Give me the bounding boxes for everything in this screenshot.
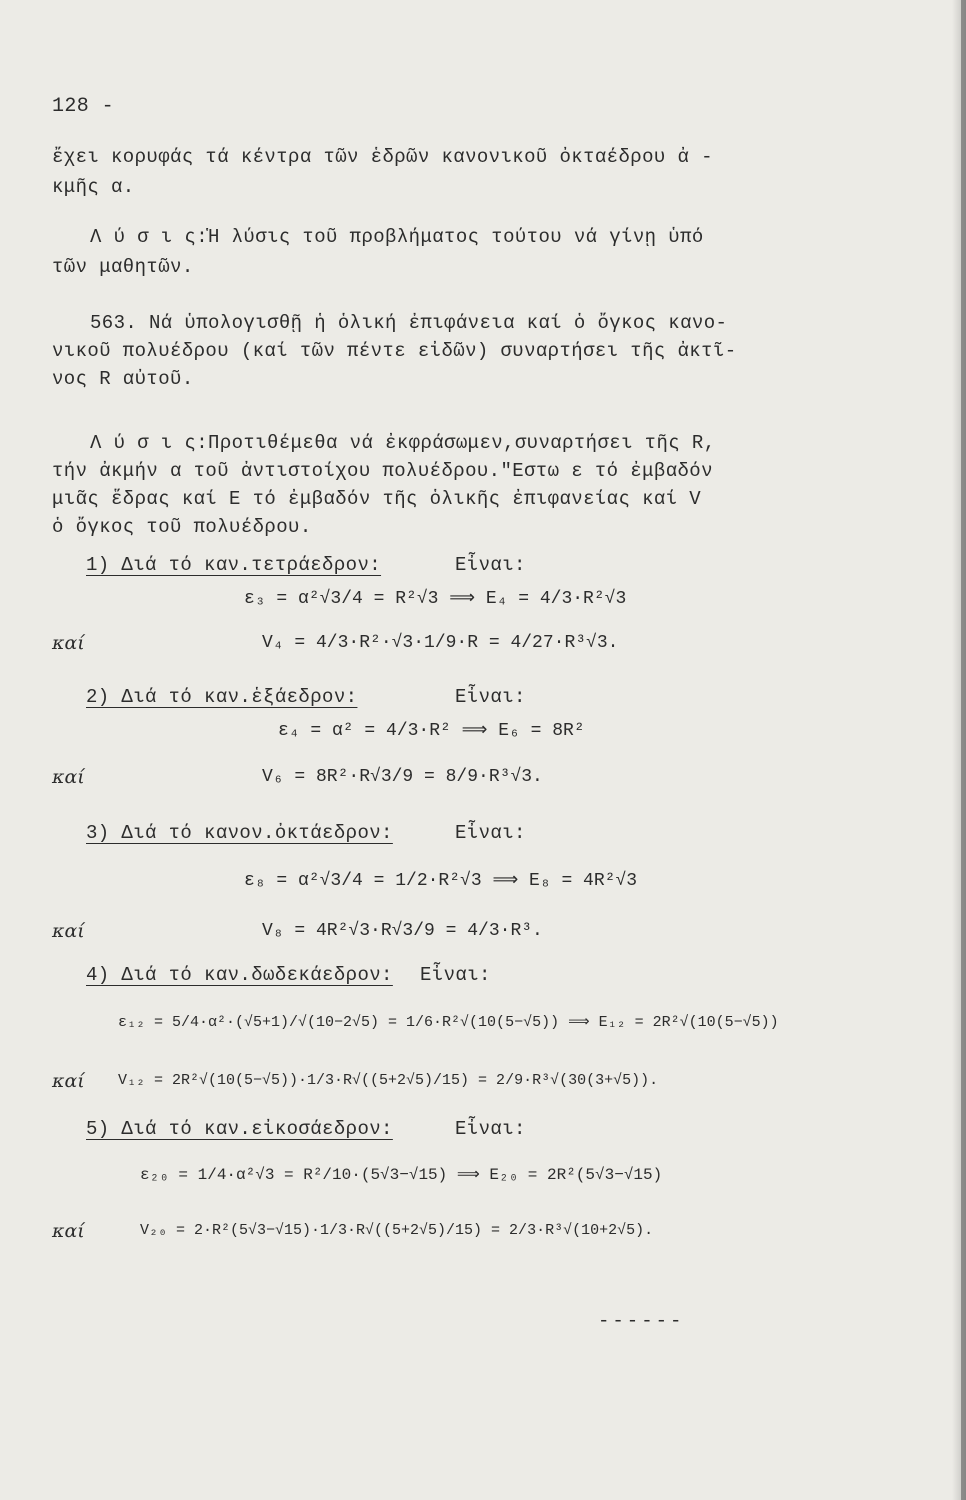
text-line: κμῆς α. <box>52 176 135 198</box>
section-einai: Εἶναι: <box>455 822 526 844</box>
section-heading: 4) Διά τό καν.δωδεκάεδρον: <box>86 964 393 986</box>
text-line: τῶν μαθητῶν. <box>52 256 194 278</box>
kai-label: καί <box>52 1070 85 1092</box>
section-einai: Εἶναι: <box>455 554 526 576</box>
section-heading: 1) Διά τό καν.τετράεδρον: <box>86 554 382 576</box>
section-einai: Εἶναι: <box>455 686 526 708</box>
text-line: μιᾶς ἕδρας καί Ε τό ἐμβαδόν τῆς ὁλικῆς ἐπιφανείας καί V <box>52 488 702 510</box>
text-line: νος R αὐτοῦ. <box>52 368 194 390</box>
text-line: Λ ύ σ ι ς:Ἡ λύσις τοῦ προβλήματος τούτου νά γίνῃ ὑπό <box>90 226 704 248</box>
kai-label: καί <box>52 1220 85 1242</box>
volume-formula: V₆ = 8R²·R√3/9 = 8/9·R³√3. <box>262 767 543 787</box>
face-area-formula: ε₄ = α² = 4/3·R² ⟹ E₆ = 8R² <box>278 721 585 741</box>
text-line: ἔχει κορυφάς τά κέντρα τῶν ἑδρῶν κανονικοῦ ὀκταέδρου ἀ - <box>52 146 713 168</box>
text-line: 563. Νά ὑπολογισθῇ ἡ ὁλική ἐπιφάνεια καί ὁ ὄγκος κανο- <box>90 312 728 334</box>
section-einai: Εἶναι: <box>420 964 491 986</box>
text-line: τήν ἀκμήν α τοῦ ἀντιστοίχου πολυέδρου."Εστω ε τό ἐμβαδόν <box>52 460 713 482</box>
volume-formula: V₄ = 4/3·R²·√3·1/9·R = 4/27·R³√3. <box>262 633 619 653</box>
text-line: ὁ ὄγκος τοῦ πολυέδρου. <box>52 516 312 538</box>
volume-formula: V₂₀ = 2·R²(5√3−√15)·1/3·R√((5+2√5)/15) = 2/3·R³√(10+2√5). <box>140 1222 654 1239</box>
page-edge-bar <box>961 0 966 1500</box>
kai-label: καί <box>52 920 85 942</box>
face-area-formula: ε₂₀ = 1/4·α²√3 = R²/10·(5√3−√15) ⟹ E₂₀ = 2R²(5√3−√15) <box>140 1166 663 1184</box>
volume-formula: V₁₂ = 2R²√(10(5−√5))·1/3·R√((5+2√5)/15) = 2/9·R³√(30(3+√5)). <box>118 1072 659 1089</box>
face-area-formula: ε₃ = α²√3/4 = R²√3 ⟹ E₄ = 4/3·R²√3 <box>244 589 627 609</box>
page-number: 128 - <box>52 95 115 118</box>
section-einai: Εἶναι: <box>455 1118 526 1140</box>
kai-label: καί <box>52 766 85 788</box>
text-line: νικοῦ πολυέδρου (καί τῶν πέντε εἰδῶν) συναρτήσει τῆς ἀκτῖ- <box>52 340 737 362</box>
section-heading: 3) Διά τό κανον.ὀκτάεδρον: <box>86 822 393 844</box>
volume-formula: V₈ = 4R²√3·R√3/9 = 4/3·R³. <box>262 921 543 941</box>
section-heading: 5) Διά τό καν.εἰκοσάεδρον: <box>86 1118 393 1140</box>
face-area-formula: ε₁₂ = 5/4·α²·(√5+1)/√(10−2√5) = 1/6·R²√(10(5−√5)) ⟹ E₁₂ = 2R²√(10(5−√5)) <box>118 1014 779 1031</box>
kai-label: καί <box>52 632 85 654</box>
text-line: Λ ύ σ ι ς:Προτιθέμεθα νά ἐκφράσωμεν,συναρτήσει τῆς R, <box>90 432 716 454</box>
end-mark: ------ <box>598 1310 685 1332</box>
face-area-formula: ε₈ = α²√3/4 = 1/2·R²√3 ⟹ E₈ = 4R²√3 <box>244 871 638 891</box>
section-heading: 2) Διά τό καν.ἑξάεδρον: <box>86 686 358 708</box>
